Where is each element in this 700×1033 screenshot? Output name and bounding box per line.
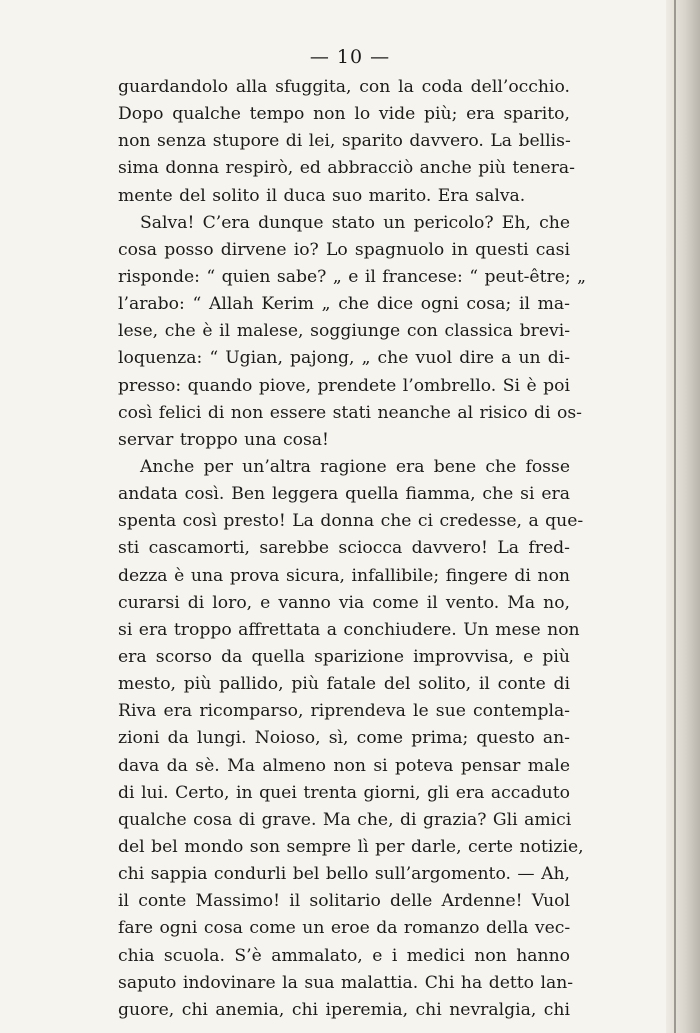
text-line: Dopo qualche tempo non lo vide più; era sparito, — [118, 104, 570, 125]
text-line: guore, chi anemia, chi iperemia, chi nevralgia, chi — [118, 999, 570, 1020]
text-line: dezza è una prova sicura, infallibile; fingere di non — [118, 565, 570, 586]
text-line: qualche cosa di grave. Ma che, di grazia? Gli amici — [118, 809, 572, 830]
text-line: fare ogni cosa come un eroe da romanzo della vec- — [118, 918, 571, 939]
text-line: andata così. Ben leggera quella fiamma, che si era — [118, 484, 570, 505]
text-line: presso: quando piove, prendete l’ombrello. Si è poi — [118, 375, 570, 396]
text-line: così felici di non essere stati neanche al risico di os- — [118, 402, 582, 423]
text-line: cosa posso dirvene io? Lo spagnuolo in questi casi — [118, 239, 570, 260]
text-line: era scorso da quella sparizione improvvisa, e più — [118, 646, 570, 667]
text-line: si era troppo affrettata a conchiudere. Un mese non — [118, 619, 580, 640]
text-line: l’arabo: “ Allah Kerim „ che dice ogni cosa; il ma- — [118, 294, 570, 315]
text-line: sti cascamorti, sarebbe sciocca davvero! La fred- — [118, 538, 570, 559]
text-line: non senza stupore di lei, sparito davvero. La bellis- — [118, 131, 571, 152]
text-line: del bel mondo son sempre lì per darle, certe notizie, — [118, 836, 584, 857]
page-binding-line — [674, 0, 676, 1033]
text-line: lese, che è il malese, soggiunge con classica brevi- — [118, 321, 570, 342]
text-line: sima donna respirò, ed abbracciò anche più tenera- — [118, 158, 575, 179]
page-edge-shadow — [666, 0, 700, 1033]
text-line: spenta così presto! La donna che ci credesse, a que- — [118, 511, 584, 532]
text-line: Riva era ricomparso, riprendeva le sue contempla- — [118, 701, 570, 722]
body-text — [118, 74, 587, 1024]
page-number: — 10 — — [309, 46, 391, 68]
text-line: mente del solito il duca suo marito. Era salva. — [118, 185, 526, 206]
text-line: Salva! C’era dunque stato un pericolo? Eh, che — [140, 212, 570, 233]
text-line: Anche per un’altra ragione era bene che fosse — [140, 456, 570, 477]
text-line: di lui. Certo, in quei trenta giorni, gli era accaduto — [118, 782, 570, 803]
text-line: zioni da lungi. Noioso, sì, come prima; questo an- — [118, 728, 570, 749]
text-line: chi sappia condurli bel bello sull’argomento. — Ah, — [118, 864, 571, 885]
text-line: risponde: “ quien sabe? „ e il francese: “ peut-être; „ — [118, 266, 587, 287]
text-line: dava da sè. Ma almeno non si poteva pensar male — [118, 755, 570, 776]
text-line: servar troppo una cosa! — [118, 429, 329, 450]
text-line: saputo indovinare la sua malattia. Chi ha detto lan- — [118, 972, 574, 993]
text-line: curarsi di loro, e vanno via come il vento. Ma no, — [118, 592, 570, 613]
text-line: guardandolo alla sfuggita, con la coda dell’occhio. — [118, 77, 570, 97]
text-line: il conte Massimo! il solitario delle Ardenne! Vuol — [118, 891, 570, 912]
text-line: loquenza: “ Ugian, pajong, „ che vuol dire a un di- — [118, 348, 570, 369]
text-line: chia scuola. S’è ammalato, e i medici non hanno — [118, 945, 570, 966]
text-line: mesto, più pallido, più fatale del solito, il conte di — [118, 674, 570, 695]
